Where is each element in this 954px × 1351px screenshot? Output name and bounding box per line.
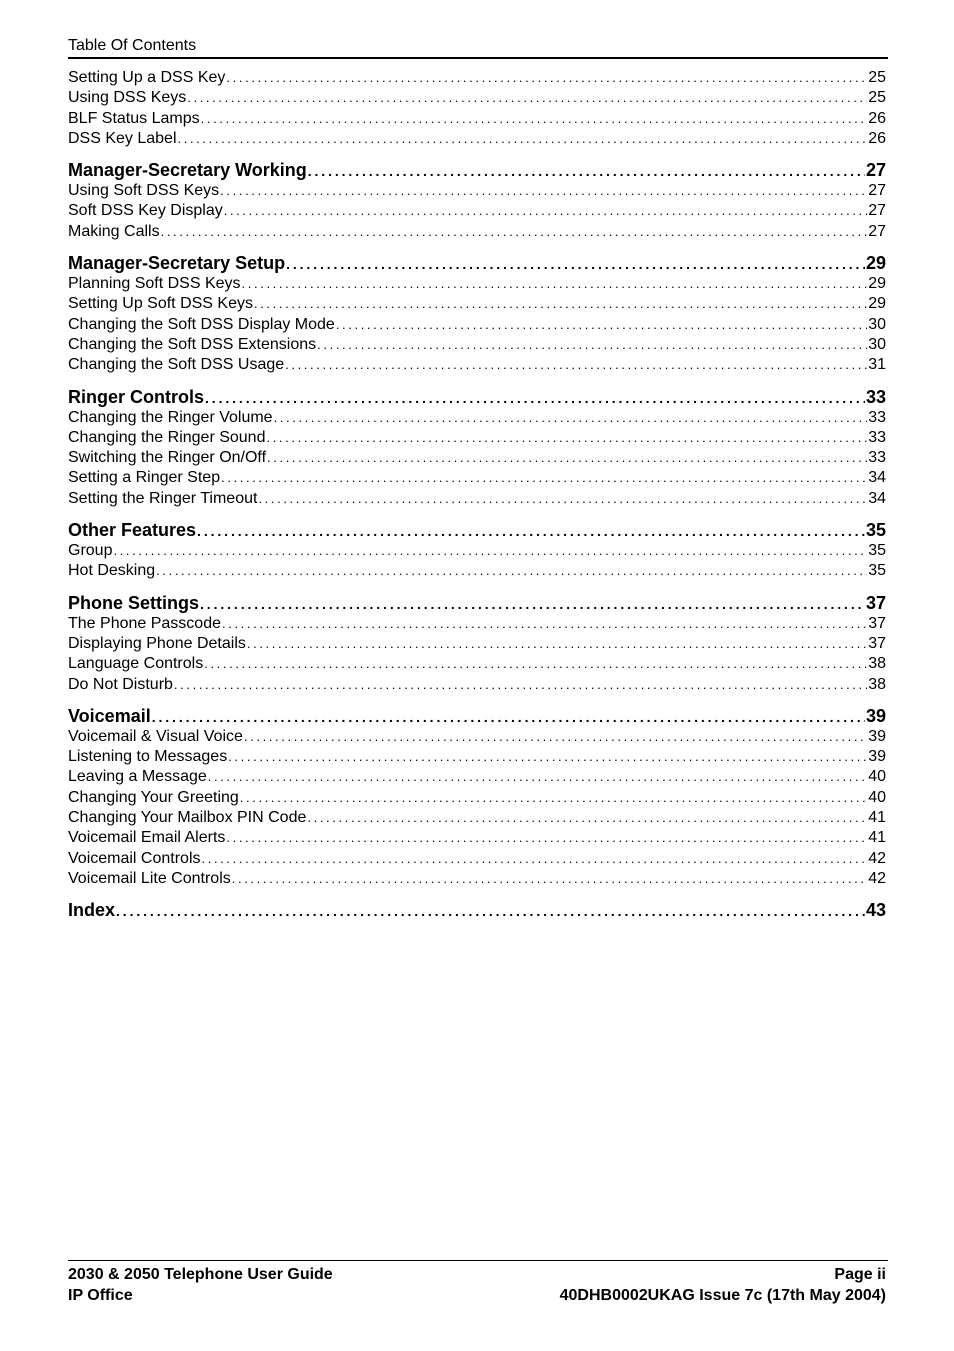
toc-entry[interactable]	[68, 222, 886, 242]
toc-entry[interactable]	[68, 468, 886, 488]
toc-entry-label: Switching the Ringer On/Off	[68, 449, 267, 467]
toc-entry-page-number: 25	[868, 89, 886, 107]
toc-heading-label: Manager-Secretary Working	[68, 160, 307, 181]
dot-leader	[226, 68, 867, 88]
toc-entry-label: Changing the Ringer Sound	[68, 428, 266, 446]
toc-section	[68, 592, 886, 695]
dot-leader	[258, 489, 867, 509]
dot-leader	[240, 788, 867, 808]
dot-leader	[308, 159, 865, 181]
dot-leader	[317, 335, 867, 355]
dot-leader	[254, 294, 867, 314]
toc-entry-page-number: 33	[868, 408, 886, 426]
toc-entry-label: Do Not Disturb	[68, 675, 173, 693]
toc-entry-page-number: 25	[868, 69, 886, 86]
toc-entry-page-number: 33	[868, 428, 886, 446]
toc-entry-label: Changing Your Mailbox PIN Code	[68, 809, 307, 827]
toc-entry[interactable]	[68, 634, 886, 654]
toc-heading-page-number: 43	[865, 900, 886, 921]
dot-leader	[247, 634, 867, 654]
dot-leader	[232, 869, 867, 889]
toc-entry-label: Voicemail Email Alerts	[68, 829, 226, 847]
toc-entry-label: Group	[68, 542, 113, 560]
toc-entry[interactable]	[68, 129, 886, 149]
toc-entry[interactable]	[68, 109, 886, 129]
toc-entry-label: Displaying Phone Details	[68, 634, 246, 652]
dot-leader	[222, 614, 867, 634]
toc-section	[68, 519, 886, 582]
toc-section	[68, 386, 886, 509]
toc-entry-label: Soft DSS Key Display	[68, 202, 223, 220]
toc-entry-label: Leaving a Message	[68, 768, 207, 786]
toc-entry-page-number: 27	[868, 202, 886, 220]
toc-entry[interactable]	[68, 614, 886, 634]
toc-entry-page-number: 34	[868, 489, 886, 507]
toc-entry-page-number: 41	[868, 829, 886, 847]
toc-entry-page-number: 38	[868, 675, 886, 693]
toc-entry-label: Voicemail & Visual Voice	[68, 727, 243, 745]
toc-entry[interactable]	[68, 727, 886, 747]
toc-entry[interactable]	[68, 541, 886, 561]
toc-heading-page-number: 27	[865, 160, 886, 181]
toc-heading-label: Ringer Controls	[68, 386, 205, 407]
toc-entry-page-number: 27	[868, 222, 886, 240]
toc-entry-label: Setting a Ringer Step	[68, 469, 221, 487]
toc-heading[interactable]	[68, 252, 886, 274]
dot-leader	[152, 705, 865, 727]
footer-page-number: Page ii	[834, 1266, 886, 1283]
toc-entry[interactable]	[68, 274, 886, 294]
toc-entry[interactable]	[68, 654, 886, 674]
dot-leader	[113, 541, 867, 561]
toc-section	[68, 159, 886, 242]
toc-entry[interactable]	[68, 315, 886, 335]
toc-entry-label: Language Controls	[68, 655, 204, 673]
toc-section	[68, 68, 886, 149]
toc-entry[interactable]	[68, 561, 886, 581]
toc-entry-label: Changing Your Greeting	[68, 788, 239, 806]
toc-entry[interactable]	[68, 808, 886, 828]
dot-leader	[267, 448, 867, 468]
toc-entry-label: BLF Status Lamps	[68, 109, 200, 127]
toc-heading-page-number: 35	[865, 520, 886, 541]
dot-leader	[208, 767, 867, 787]
footer-row-2	[68, 1285, 888, 1306]
page-footer	[68, 1260, 888, 1306]
toc-heading-label: Manager-Secretary Setup	[68, 253, 286, 274]
dot-leader	[220, 181, 867, 201]
dot-leader	[200, 592, 865, 614]
toc-entry-page-number: 31	[868, 356, 886, 374]
dot-leader	[204, 654, 867, 674]
toc-entry-page-number: 40	[868, 768, 886, 786]
toc-entry-page-number: 30	[868, 315, 886, 333]
toc-entry[interactable]	[68, 828, 886, 848]
footer-guide-title: 2030 & 2050 Telephone User Guide	[68, 1266, 333, 1283]
toc-entry[interactable]	[68, 675, 886, 695]
toc-entry-page-number: 39	[868, 727, 886, 745]
toc-entry-page-number: 35	[868, 562, 886, 580]
toc-entry-label: Changing the Ringer Volume	[68, 408, 273, 426]
toc-entry[interactable]	[68, 849, 886, 869]
toc-entry-label: Using Soft DSS Keys	[68, 182, 220, 200]
toc-heading-page-number: 37	[865, 592, 886, 613]
toc-entry-label: Making Calls	[68, 222, 160, 240]
dot-leader	[178, 129, 868, 149]
footer-row-1	[68, 1264, 888, 1285]
toc-entry-label: Using DSS Keys	[68, 89, 187, 107]
toc-entry[interactable]	[68, 355, 886, 375]
toc-entry-page-number: 26	[868, 109, 886, 127]
toc-heading-label: Index	[68, 900, 116, 921]
toc-heading[interactable]	[68, 592, 886, 614]
toc-entry-label: Voicemail Lite Controls	[68, 869, 231, 887]
toc-section	[68, 705, 886, 889]
toc-entry-page-number: 35	[868, 542, 886, 560]
dot-leader	[205, 386, 865, 408]
toc-entry-label: Changing the Soft DSS Usage	[68, 356, 285, 374]
toc-entry-page-number: 38	[868, 655, 886, 673]
toc-entry-page-number: 37	[868, 634, 886, 652]
dot-leader	[202, 849, 868, 869]
toc-entry-label: Setting Up Soft DSS Keys	[68, 295, 253, 313]
toc-entry-label: The Phone Passcode	[68, 614, 221, 632]
dot-leader	[307, 808, 867, 828]
dot-leader	[285, 355, 867, 375]
toc-entry[interactable]	[68, 181, 886, 201]
toc-entry-page-number: 39	[868, 748, 886, 766]
dot-leader	[242, 274, 868, 294]
dot-leader	[244, 727, 867, 747]
toc-entry-page-number: 30	[868, 335, 886, 353]
toc-entry-label: Voicemail Controls	[68, 849, 201, 867]
toc-entry-label: Planning Soft DSS Keys	[68, 275, 241, 293]
toc-entry-page-number: 40	[868, 788, 886, 806]
table-of-contents	[68, 68, 886, 931]
dot-leader	[156, 561, 867, 581]
toc-heading[interactable]	[68, 899, 886, 921]
dot-leader	[221, 468, 867, 488]
dot-leader	[336, 315, 867, 335]
toc-entry[interactable]	[68, 428, 886, 448]
running-header-title: Table Of Contents	[68, 37, 197, 54]
toc-entry[interactable]	[68, 201, 886, 221]
toc-entry[interactable]	[68, 88, 886, 108]
dot-leader	[161, 222, 868, 242]
dot-leader	[116, 899, 865, 921]
toc-entry-label: Hot Desking	[68, 562, 156, 580]
toc-entry[interactable]	[68, 408, 886, 428]
toc-heading-label: Voicemail	[68, 705, 151, 726]
toc-entry-page-number: 42	[868, 869, 886, 887]
toc-entry-label: Listening to Messages	[68, 748, 228, 766]
toc-entry[interactable]	[68, 448, 886, 468]
page-header	[68, 36, 888, 59]
toc-entry-label: Setting Up a DSS Key	[68, 69, 226, 86]
dot-leader	[201, 109, 868, 129]
toc-entry-label: Setting the Ringer Timeout	[68, 489, 258, 507]
dot-leader	[187, 88, 867, 108]
toc-heading-label: Phone Settings	[68, 592, 200, 613]
dot-leader	[197, 519, 865, 541]
toc-section	[68, 252, 886, 375]
toc-entry[interactable]	[68, 767, 886, 787]
toc-section	[68, 899, 886, 921]
toc-entry-page-number: 37	[868, 614, 886, 632]
toc-entry[interactable]	[68, 335, 886, 355]
dot-leader	[286, 252, 865, 274]
toc-entry-label: Changing the Soft DSS Extensions	[68, 335, 317, 353]
toc-heading-page-number: 29	[865, 253, 886, 274]
toc-heading[interactable]	[68, 386, 886, 408]
footer-document-id: 40DHB0002UKAG Issue 7c (17th May 2004)	[559, 1287, 886, 1304]
toc-heading[interactable]	[68, 519, 886, 541]
toc-entry[interactable]	[68, 869, 886, 889]
toc-heading-label: Other Features	[68, 520, 197, 541]
toc-entry-page-number: 41	[868, 809, 886, 827]
toc-entry-label: Changing the Soft DSS Display Mode	[68, 315, 335, 333]
toc-entry-page-number: 26	[868, 129, 886, 147]
toc-heading-page-number: 39	[865, 705, 886, 726]
toc-entry-page-number: 34	[868, 469, 886, 487]
toc-heading[interactable]	[68, 159, 886, 181]
footer-product: IP Office	[68, 1287, 133, 1304]
dot-leader	[224, 201, 867, 221]
toc-entry-page-number: 29	[868, 295, 886, 313]
toc-entry-page-number: 42	[868, 849, 886, 867]
dot-leader	[228, 747, 867, 767]
toc-entry-page-number: 33	[868, 449, 886, 467]
toc-entry-page-number: 27	[868, 182, 886, 200]
toc-entry-page-number: 29	[868, 275, 886, 293]
toc-entry[interactable]	[68, 489, 886, 509]
toc-entry[interactable]	[68, 788, 886, 808]
toc-entry[interactable]	[68, 747, 886, 767]
toc-entry-label: DSS Key Label	[68, 129, 177, 147]
toc-heading-page-number: 33	[865, 386, 886, 407]
toc-entry[interactable]	[68, 294, 886, 314]
dot-leader	[274, 408, 868, 428]
dot-leader	[174, 675, 867, 695]
dot-leader	[266, 428, 867, 448]
toc-entry[interactable]	[68, 68, 886, 88]
toc-heading[interactable]	[68, 705, 886, 727]
dot-leader	[226, 828, 867, 848]
